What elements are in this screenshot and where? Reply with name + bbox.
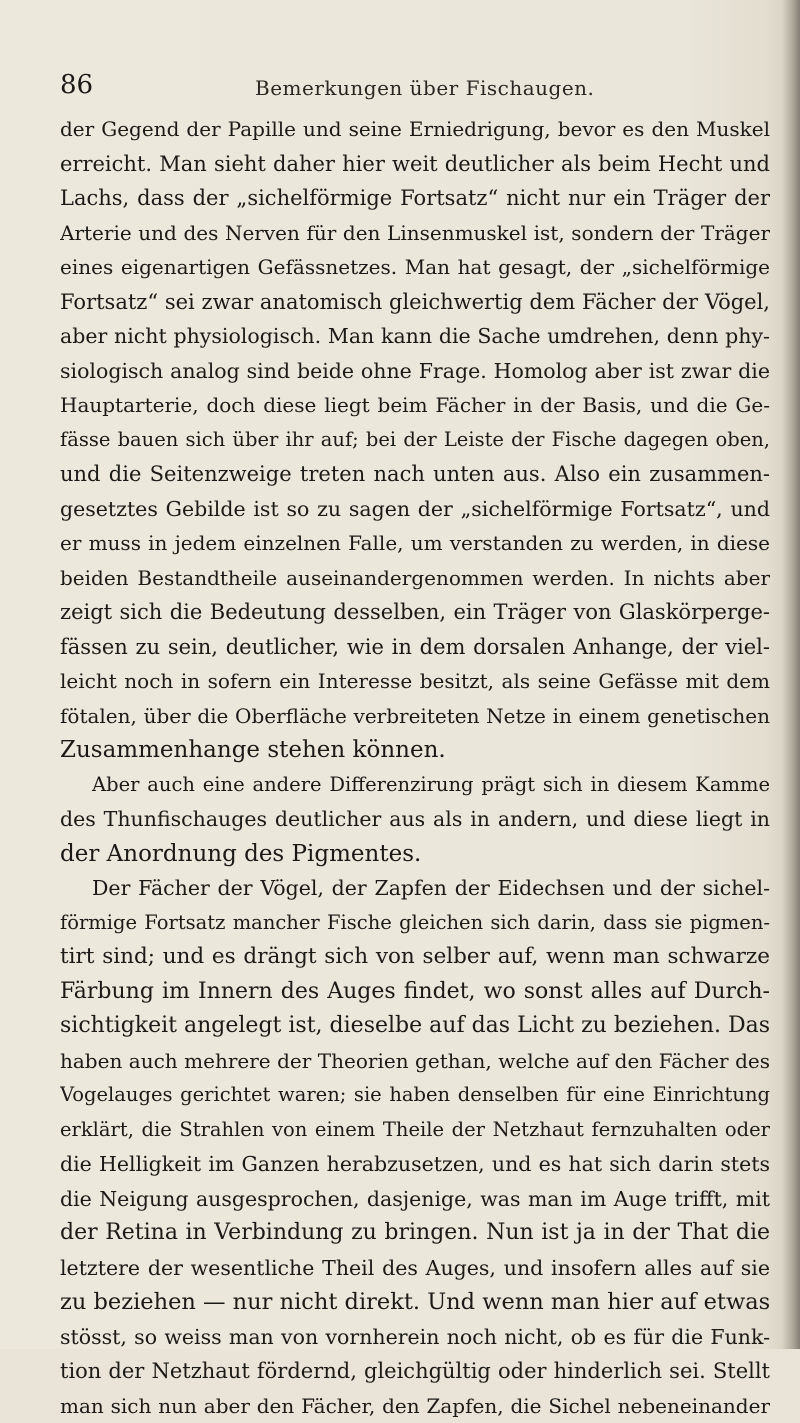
text-line: sichtigkeit angelegt ist, dieselbe auf das Licht zu beziehen. Das (60, 1009, 770, 1044)
text-line: beiden Bestandtheile auseinandergenommen werden. In nichts aber (60, 561, 770, 596)
text-line: fässen zu sein, deutlicher, wie in dem dorsalen Anhange, der viel- (60, 630, 770, 665)
text-line: die Helligkeit im Ganzen herabzusetzen, und es hat sich darin stets (60, 1147, 770, 1182)
text-line: die Neigung ausgesprochen, dasjenige, was man im Auge trifft, mit (60, 1182, 770, 1217)
text-line: Aber auch eine andere Differenzirung prägt sich in diesem Kamme (60, 768, 770, 803)
text-line: der Gegend der Papille und seine Erniedrigung, bevor es den Muskel (60, 112, 770, 147)
text-line: förmige Fortsatz mancher Fische gleichen sich darin, dass sie pigmen- (60, 906, 770, 941)
text-line: zeigt sich die Bedeutung desselben, ein Träger von Glaskörperge- (60, 595, 770, 630)
text-line: Zusammenhange stehen können. (60, 733, 770, 768)
text-line: Hauptarterie, doch diese liegt beim Fächer in der Basis, und die Ge- (60, 388, 770, 423)
text-line: gesetztes Gebilde ist so zu sagen der „sichelförmige Fortsatz“, und (60, 492, 770, 527)
body-text (60, 112, 770, 1423)
text-line: er muss in jedem einzelnen Falle, um verstanden zu werden, in diese (60, 526, 770, 561)
running-head: Bemerkungen über Fischaugen. (255, 76, 594, 100)
text-line: erreicht. Man sieht daher hier weit deutlicher als beim Hecht und (60, 147, 770, 182)
text-line: tion der Netzhaut fördernd, gleichgültig oder hinderlich sei. Stellt (60, 1354, 770, 1389)
text-line: man sich nun aber den Fächer, den Zapfen, die Sichel nebeneinander (60, 1389, 770, 1423)
text-line: Vogelauges gerichtet waren; sie haben denselben für eine Einrichtung (60, 1078, 770, 1113)
text-line: der Anordnung des Pigmentes. (60, 837, 770, 872)
text-line: des Thunfischauges deutlicher aus als in andern, und diese liegt in (60, 802, 770, 837)
text-line: aber nicht physiologisch. Man kann die Sache umdrehen, denn phy- (60, 319, 770, 354)
text-line: Fortsatz“ sei zwar anatomisch gleichwertig dem Fächer der Vögel, (60, 285, 770, 320)
text-line: letztere der wesentliche Theil des Auges, und insofern alles auf sie (60, 1251, 770, 1286)
text-line: fötalen, über die Oberfläche verbreiteten Netze in einem genetischen (60, 699, 770, 734)
text-line: und die Seitenzweige treten nach unten aus. Also ein zusammen- (60, 457, 770, 492)
text-line: Arterie und des Nerven für den Linsenmuskel ist, sondern der Träger (60, 216, 770, 251)
text-line: zu beziehen — nur nicht direkt. Und wenn man hier auf etwas (60, 1285, 770, 1320)
text-line: eines eigenartigen Gefässnetzes. Man hat gesagt, der „sichelförmige (60, 250, 770, 285)
text-line: Der Fächer der Vögel, der Zapfen der Eidechsen und der sichel- (60, 871, 770, 906)
page-edge-shadow (782, 0, 800, 1349)
text-line: der Retina in Verbindung zu bringen. Nun ist ja in der That die (60, 1216, 770, 1251)
text-line: leicht noch in sofern ein Interesse besitzt, als seine Gefässe mit dem (60, 664, 770, 699)
text-line: Färbung im Innern des Auges findet, wo sonst alles auf Durch- (60, 975, 770, 1010)
text-line: erklärt, die Strahlen von einem Theile der Netzhaut fernzuhalten oder (60, 1113, 770, 1148)
text-line: tirt sind; und es drängt sich von selber auf, wenn man schwarze (60, 940, 770, 975)
text-line: stösst, so weiss man von vornherein noch nicht, ob es für die Funk- (60, 1320, 770, 1355)
page-number: 86 (60, 70, 93, 100)
text-line: fässe bauen sich über ihr auf; bei der Leiste der Fische dagegen oben, (60, 423, 770, 458)
text-line: haben auch mehrere der Theorien gethan, welche auf den Fächer des (60, 1044, 770, 1079)
page-header (60, 70, 760, 104)
text-line: Lachs, dass der „sichelförmige Fortsatz“ nicht nur ein Träger der (60, 181, 770, 216)
text-line: siologisch analog sind beide ohne Frage. Homolog aber ist zwar die (60, 354, 770, 389)
